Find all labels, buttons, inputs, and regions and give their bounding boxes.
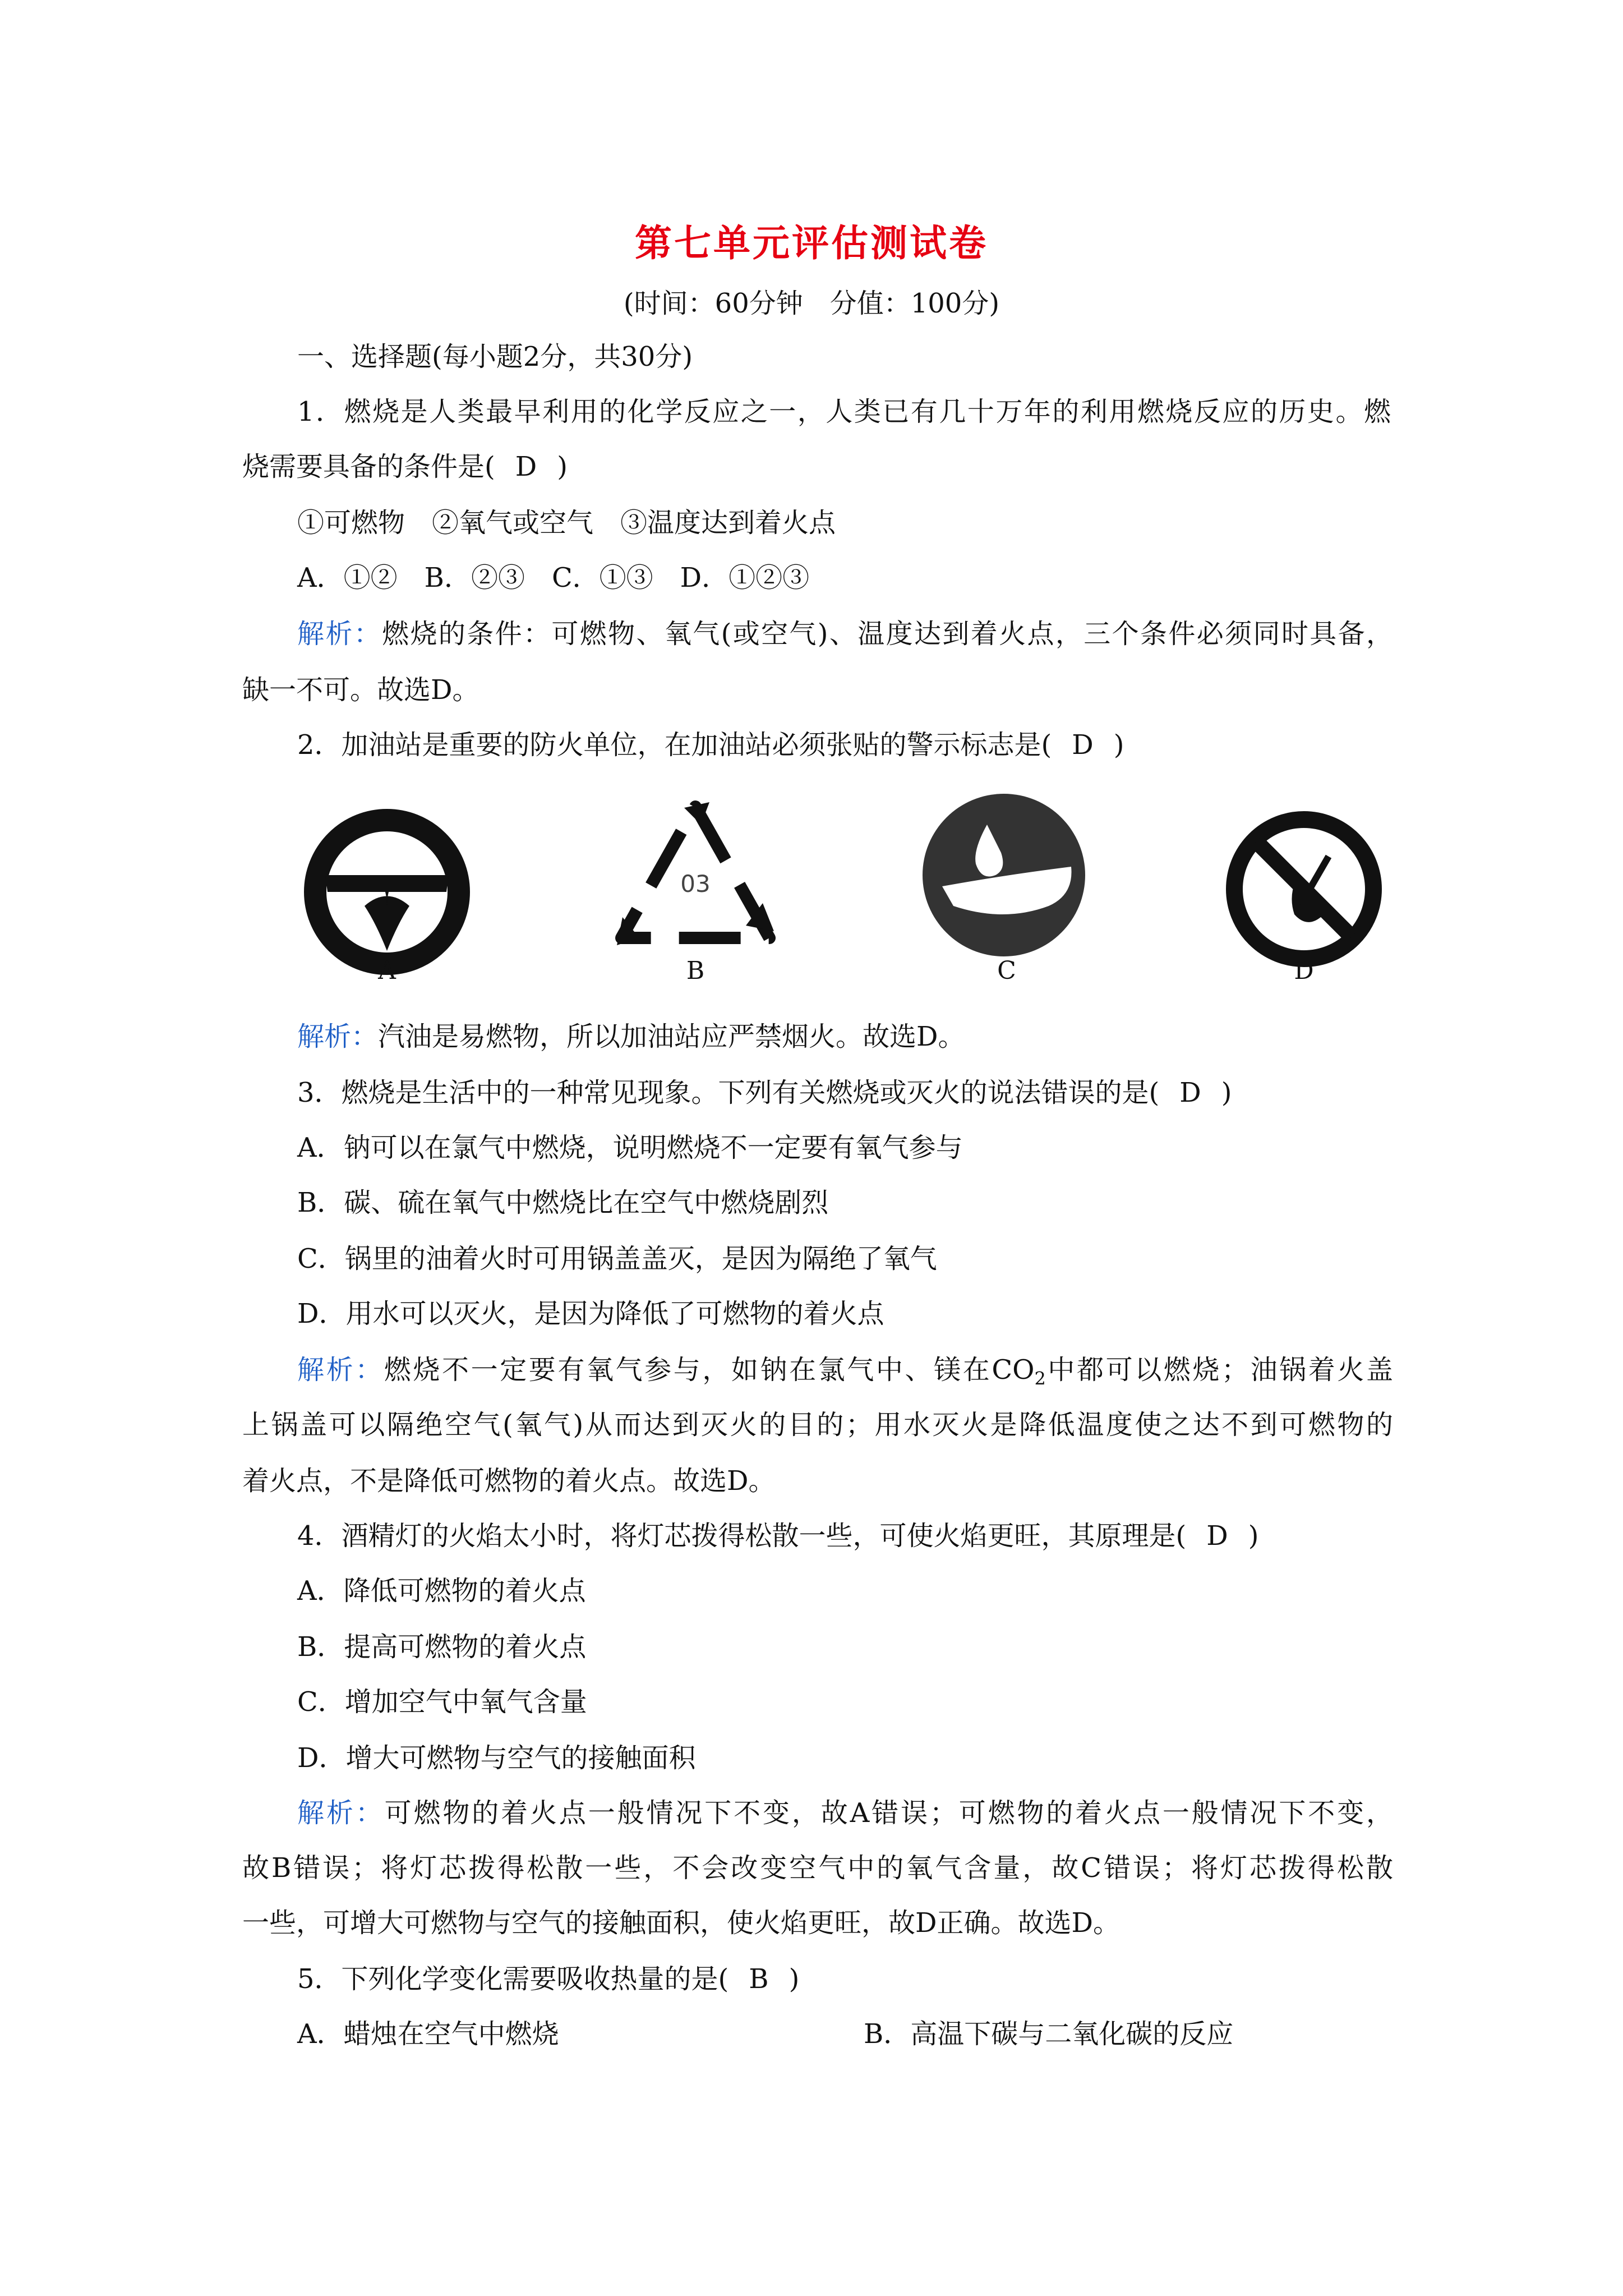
q4-analysis-line2: 故B错误；将灯芯拨得松散一些，不会改变空气中的氧气含量，故C错误；将灯芯拨得松散: [242, 1852, 1393, 1884]
q5-answer: B: [749, 1963, 769, 1995]
q1-analysis-line2: 缺一不可。故选D。: [242, 674, 479, 706]
recycle-icon: [606, 791, 785, 959]
q5-option-b: B．高温下碳与二氧化碳的反应: [864, 2018, 1234, 2050]
q5-option-a: A．蜡烛在空气中燃烧: [297, 2018, 559, 2050]
q1-stem-line1: 1．燃烧是人类最早利用的化学反应之一，人类已有几十万年的利用燃烧反应的历史。燃: [297, 396, 1391, 427]
q3-option-a: A．钠可以在氯气中燃烧，说明燃烧不一定要有氧气参与: [297, 1132, 963, 1163]
q4-option-d: D．增大可燃物与空气的接触面积: [297, 1742, 696, 1774]
q4-analysis-line1: 解析：可燃物的着火点一般情况下不变，故A错误；可燃物的着火点一般情况下不变，: [297, 1797, 1393, 1829]
section-heading: 一、选择题(每小题2分，共30分): [297, 341, 693, 372]
q3-stem: 3．燃烧是生活中的一种常见现象。下列有关燃烧或灭火的说法错误的是( D ): [297, 1077, 1232, 1108]
q5-stem: 5．下列化学变化需要吸收热量的是( B ): [297, 1963, 800, 1995]
exam-info: (时间：60分钟 分值：100分): [623, 288, 1000, 319]
q2-analysis: 解析：汽油是易燃物，所以加油站应严禁烟火。故选D。: [297, 1021, 965, 1052]
q4-stem: 4．酒精灯的火焰太小时，将灯芯拨得松散一些，可使火焰更旺，其原理是( D ): [297, 1520, 1259, 1552]
q1-analysis-line1: 解析：燃烧的条件：可燃物、氧气(或空气)、温度达到着火点，三个条件必须同时具备，: [297, 618, 1393, 650]
recycle-code: 03: [680, 870, 711, 898]
sign-d-label: D: [1294, 956, 1314, 985]
no-fire-icon: [1223, 808, 1385, 970]
sign-a-label: A: [378, 956, 396, 985]
q1-items: ①可燃物 ②氧气或空气 ③温度达到着火点: [297, 507, 836, 539]
water-drop-emblem-icon: [920, 791, 1088, 959]
q3-option-b: B．碳、硫在氧气中燃烧比在空气中燃烧剧烈: [297, 1187, 829, 1218]
q3-analysis-line3: 着火点，不是降低可燃物的着火点。故选D。: [242, 1465, 776, 1497]
q4-option-a: A．降低可燃物的着火点: [297, 1575, 586, 1607]
sign-c-label: C: [997, 956, 1016, 985]
sign-b-label: B: [686, 956, 705, 985]
q1-stem-line2: 烧需要具备的条件是( D ): [242, 451, 568, 482]
q3-analysis-line1: 解析：燃烧不一定要有氧气参与，如钠在氯气中、镁在$CO_2$中都可以燃烧；油锅着火盖: [297, 1354, 1393, 1389]
q3-option-c: C．锅里的油着火时可用锅盖盖灭，是因为隔绝了氧气: [297, 1243, 937, 1274]
sign-a-emblem-icon: [303, 808, 471, 976]
page-title: 第七单元评估测试卷: [635, 221, 988, 265]
q4-option-c: C．增加空气中氧气含量: [297, 1686, 587, 1718]
q1-options: A．①② B．②③ C．①③ D．①②③: [297, 562, 810, 593]
q4-analysis-line3: 一些，可增大可燃物与空气的接触面积，使火焰更旺，故D正确。故选D。: [242, 1907, 1120, 1939]
analysis-label: 解析：: [297, 618, 382, 650]
q4-answer: D: [1206, 1520, 1228, 1552]
q1-answer: D: [515, 451, 537, 482]
q3-analysis-line2: 上锅盖可以隔绝空气(氧气)从而达到灭火的目的；用水灭火是降低温度使之达不到可燃物的: [242, 1409, 1393, 1441]
q2-answer: D: [1072, 729, 1094, 761]
q3-option-d: D．用水可以灭火，是因为降低了可燃物的着火点: [297, 1298, 884, 1329]
q2-stem: 2．加油站是重要的防火单位，在加油站必须张贴的警示标志是( D ): [297, 729, 1124, 761]
q4-option-b: B．提高可燃物的着火点: [297, 1631, 587, 1663]
q3-answer: D: [1179, 1077, 1201, 1108]
